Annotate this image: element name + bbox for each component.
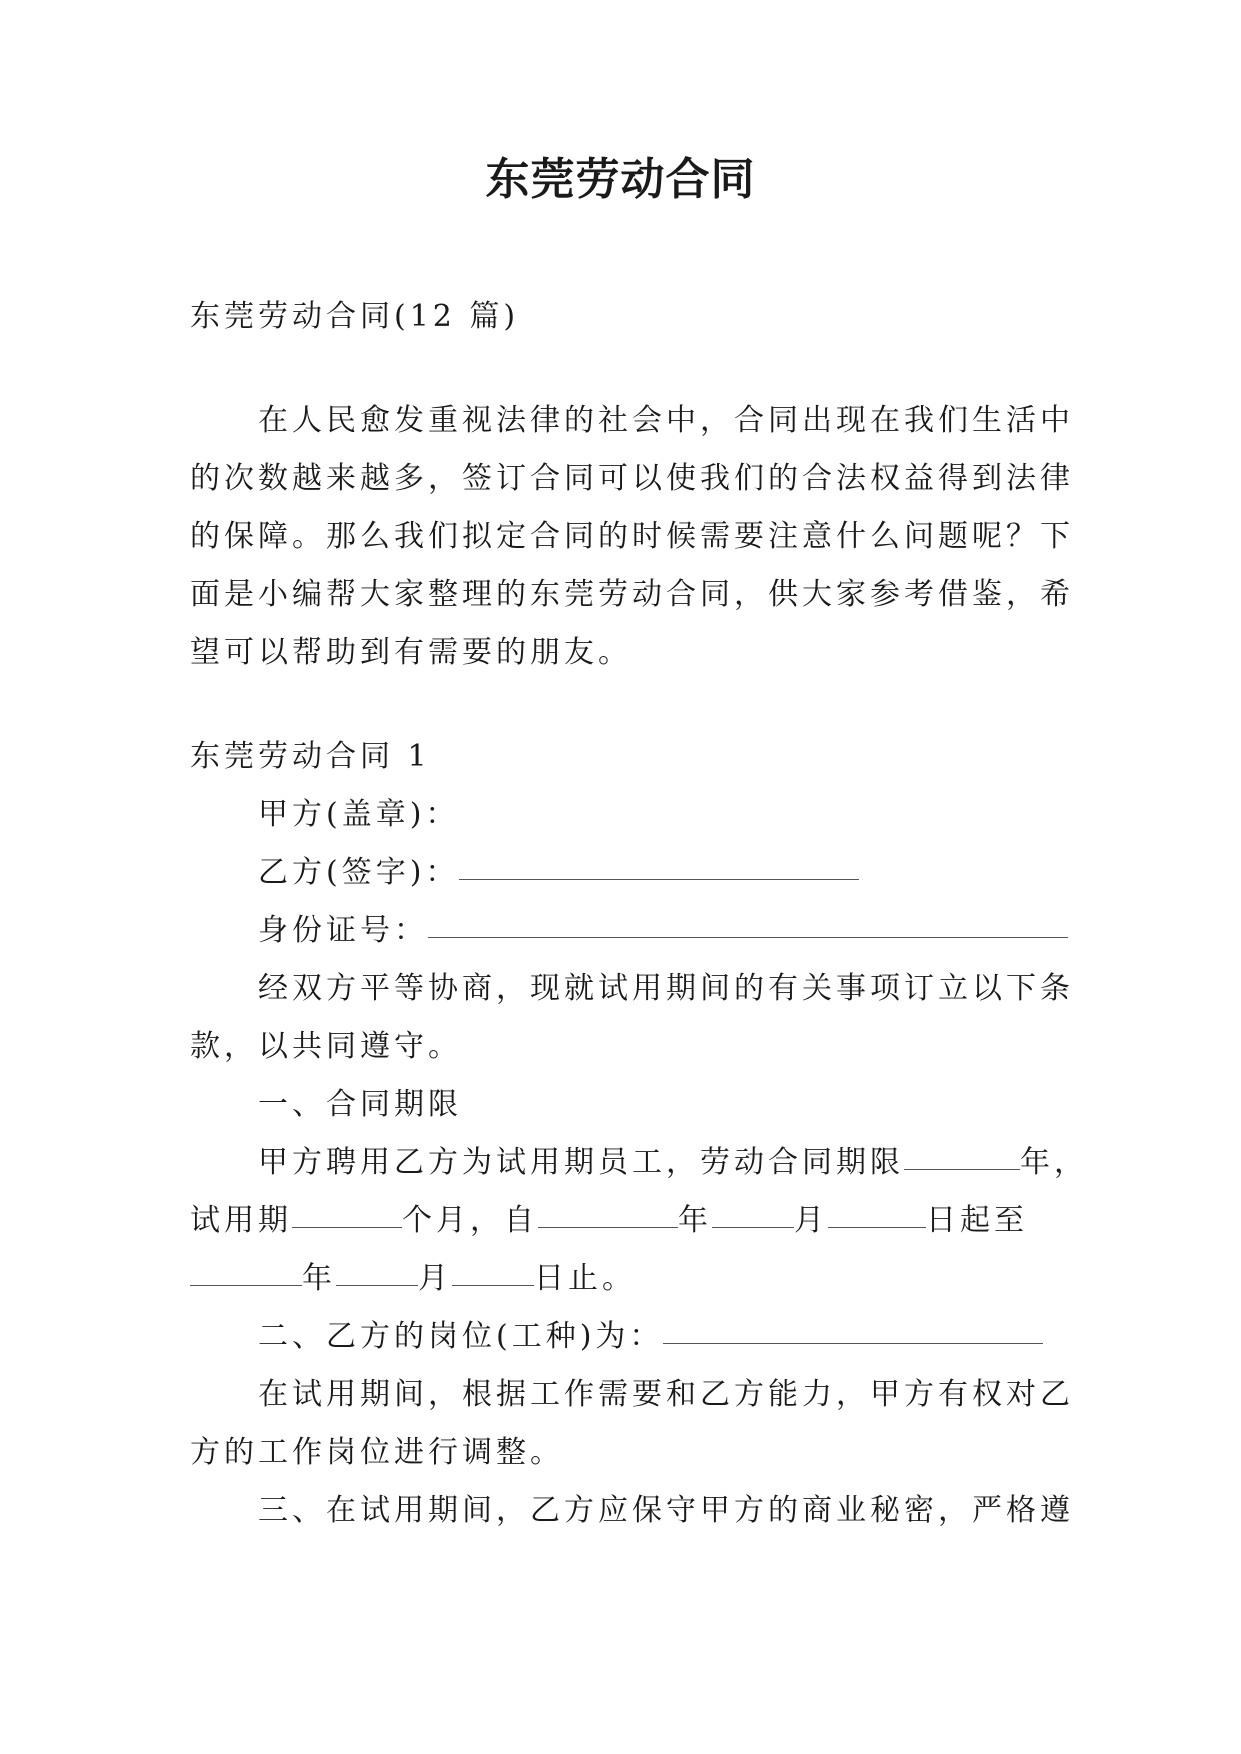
- id-number-blank: [428, 907, 1068, 938]
- clause-text: 个月，自: [402, 1203, 538, 1238]
- probation-months-blank: [292, 1197, 402, 1228]
- clause-text: 日止。: [534, 1261, 636, 1296]
- spacer: [190, 682, 1060, 728]
- intro-line: 的次数越来越多，签订合同可以使我们的合法权益得到法律: [190, 461, 1074, 496]
- clause-text: 试用期: [190, 1203, 292, 1238]
- start-year-blank: [538, 1197, 678, 1228]
- intro-line: 在人民愈发重视法律的社会中，合同出现在我们生活中: [258, 403, 1074, 438]
- start-day-blank: [828, 1197, 926, 1228]
- document-body: [190, 288, 1088, 1540]
- clause-text-line: 三、在试用期间，乙方应保守甲方的商业秘密，严格遵: [258, 1493, 1074, 1528]
- document-title: 东莞劳动合同: [485, 154, 756, 205]
- clause-text: 年，: [1020, 1145, 1088, 1180]
- clause-heading: 一、合同期限: [258, 1087, 462, 1122]
- end-day-blank: [452, 1255, 534, 1286]
- id-number-line: [190, 902, 1060, 960]
- intro-line: 面是小编帮大家整理的东莞劳动合同，供大家参考借鉴，希: [190, 577, 1074, 612]
- clause-text-line: [190, 1192, 1060, 1250]
- document-subtitle: 东莞劳动合同(12 篇): [190, 299, 520, 334]
- clause-heading-text: 二、乙方的岗位(工种)为：: [258, 1319, 664, 1354]
- id-number-label: 身份证号：: [258, 913, 428, 948]
- intro-paragraph: [190, 392, 1074, 682]
- spacer: [190, 346, 1060, 392]
- position-blank: [663, 1313, 1043, 1344]
- end-year-blank: [190, 1255, 302, 1286]
- party-a-label: 甲方(盖章)：: [258, 797, 460, 832]
- start-month-blank: [712, 1197, 794, 1228]
- clause-text-line: [190, 1250, 1060, 1308]
- clause-text: 甲方聘用乙方为试用期员工，劳动合同期限: [258, 1145, 904, 1180]
- end-month-blank: [336, 1255, 418, 1286]
- clause-text: 年: [302, 1261, 336, 1296]
- party-a-line: [190, 786, 1060, 844]
- clause-text: 日起至: [926, 1203, 1028, 1238]
- clause-text-line: [190, 1134, 1088, 1192]
- intro-line: 望可以帮助到有需要的朋友。: [190, 635, 632, 670]
- contract-term-blank: [904, 1139, 1020, 1170]
- clause-text-line: 在试用期间，根据工作需要和乙方能力，甲方有权对乙: [258, 1377, 1074, 1412]
- clause-heading: [190, 1308, 1060, 1366]
- party-b-line: [190, 844, 1060, 902]
- party-b-blank: [459, 849, 859, 880]
- agreement-line: 经双方平等协商，现就试用期间的有关事项订立以下条: [258, 971, 1074, 1006]
- intro-line: 的保障。那么我们拟定合同的时候需要注意什么问题呢？下: [190, 519, 1074, 554]
- clause-text: 月: [794, 1203, 828, 1238]
- clause-text: 月: [418, 1261, 452, 1296]
- clause-text-line: 方的工作岗位进行调整。: [190, 1435, 564, 1470]
- section-heading: 东莞劳动合同 1: [190, 739, 431, 774]
- clause-text: 年: [678, 1203, 712, 1238]
- agreement-line: 款，以共同遵守。: [190, 1029, 462, 1064]
- party-b-label: 乙方(签字)：: [258, 855, 460, 890]
